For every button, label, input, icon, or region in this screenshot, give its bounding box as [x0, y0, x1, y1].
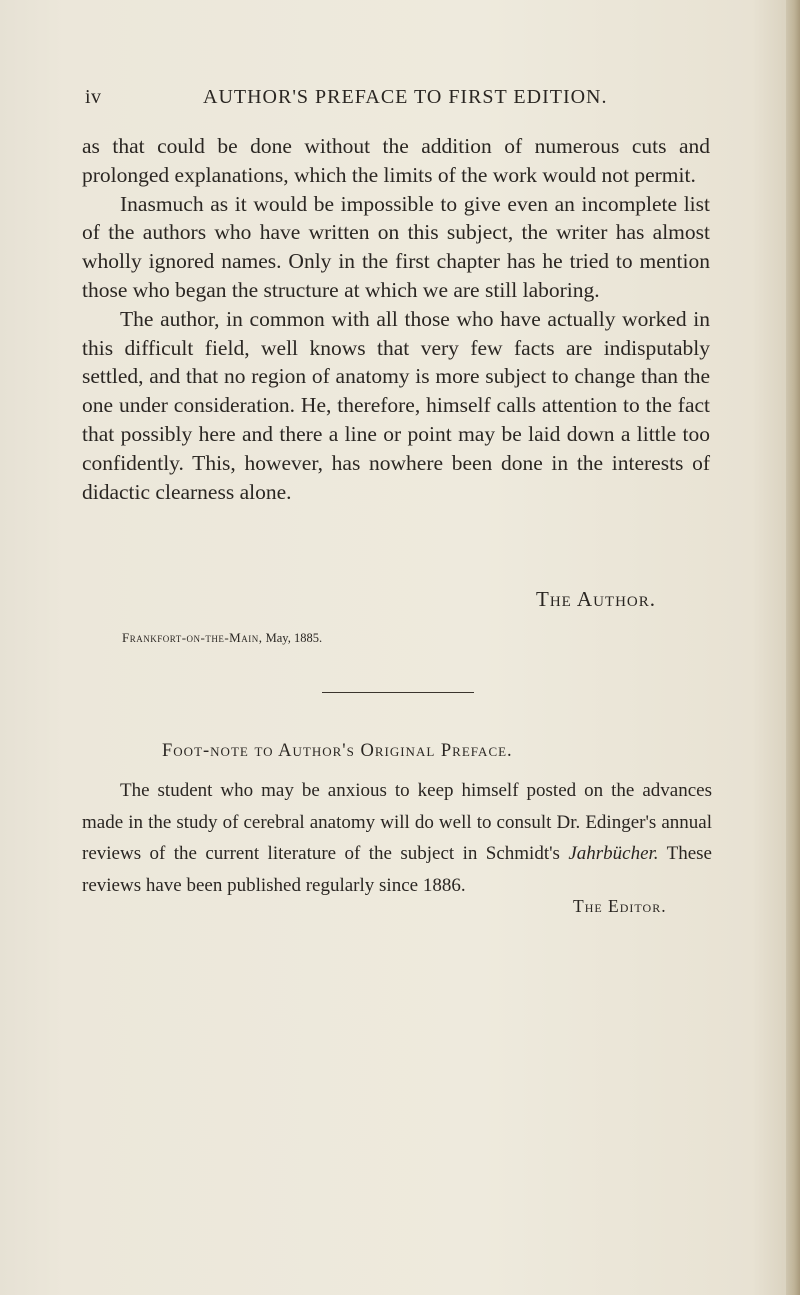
paragraph-caution: The author, in common with all those who have actually worked in this difficult field, well knows that very few facts are indisputably settled, and that no region of anatomy is more subject to change than the one under consideration. He, therefore, himself calls attention to the fact that possibly here and there a line or point may be laid down a little too confidently. This, however, has nowhere been done in the interests of didactic clearness alone.: [82, 306, 710, 504]
footnote-italic-title: Jahrbücher.: [568, 843, 659, 864]
page-number: iv: [85, 86, 102, 108]
section-rule: [322, 692, 474, 694]
footnote-text-before: The student who may be anxious to keep himself posted on the advances made in the study of cerebral anatomy will do well to consult Dr. Edinger's annual reviews of the current literature of the subject in Schmidt's: [82, 780, 712, 864]
paragraph-names: Inasmuch as it would be impossible to give even an incomplete list of the authors who have written on this subject, the writer has almost wholly ignored names. Only in the first chapter has he tried to mention those who began the structure at which we are still laboring.: [82, 191, 710, 302]
paragraph-continuation: as that could be done without the addition of numerous cuts and prolonged explanations, which the limits of the work would not permit.: [82, 134, 710, 187]
dateline-date: May, 1885.: [265, 631, 323, 645]
footnote-text-after: These reviews have been published regularly since 1886.: [82, 843, 712, 896]
page-edge: [786, 0, 800, 1295]
dateline-place: Frankfort-on-the-Main,: [122, 630, 263, 645]
footnote-heading: Foot-note to Author's Original Preface.: [162, 741, 513, 761]
footnote-text: [82, 775, 712, 901]
footnote-paragraph: [82, 775, 712, 901]
running-title: AUTHOR'S PREFACE TO FIRST EDITION.: [203, 86, 608, 108]
preface-text: [82, 132, 710, 506]
editor-signature: The Editor.: [573, 896, 667, 916]
author-signature: The Author.: [536, 587, 656, 611]
dateline: [122, 630, 322, 646]
